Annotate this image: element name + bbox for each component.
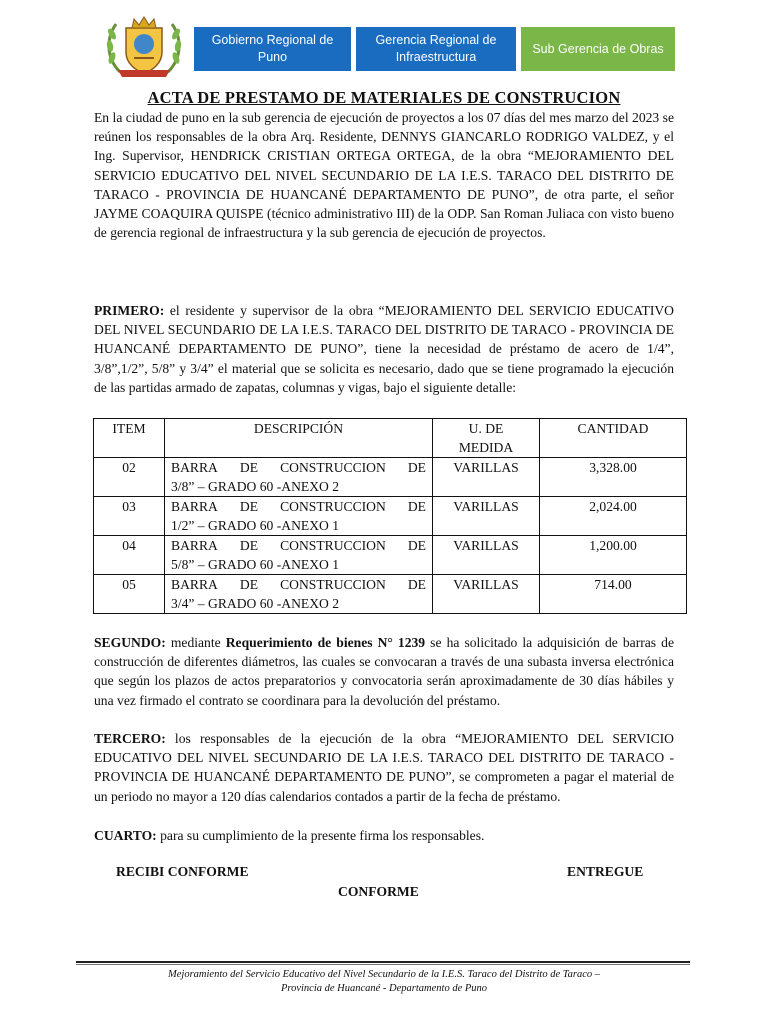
clause-segundo-text: se ha solicitado la adquisición de barras de construcción de diferentes diámetros, las cuales se convocaran a través de una subasta inversa electrónica que según los plazos de actos preparatorios y convocatoria serán aproximadamente de 30 días hábiles y una vez firmado el contrato se coordinara para la devolución del préstamo.: [94, 635, 674, 708]
desc-word: DE: [239, 460, 259, 475]
regional-government-seal-logo: [102, 14, 186, 80]
header-box-gerencia-regional: [356, 27, 516, 71]
header-quantity: CANTIDAD: [540, 419, 687, 458]
desc-line2: 3/4” – GRADO 60 -ANEXO 2: [171, 596, 340, 611]
desc-word: DE: [239, 577, 259, 592]
page-footer: [94, 968, 674, 996]
clause-segundo-label: SEGUNDO:: [94, 635, 166, 650]
header-box2-line2: Infraestructura: [395, 50, 477, 64]
footer-line1: Mejoramiento del Servicio Educativo del Nivel Secundario de la I.E.S. Taraco del Distrito de Taraco –: [168, 969, 600, 980]
header-box3-label: Sub Gerencia de Obras: [532, 41, 664, 56]
desc-word: CONSTRUCCION: [280, 460, 386, 475]
header-item: ITEM: [94, 419, 165, 458]
header-box-gobierno-regional: [194, 27, 351, 71]
table-row: [94, 458, 687, 497]
clause-cuarto-label: CUARTO:: [94, 828, 157, 843]
header-box1-line1: Gobierno Regional de: [211, 33, 334, 47]
document-title: ACTA DE PRESTAMO DE MATERIALES DE CONSTRUCION: [147, 88, 621, 107]
desc-line2: 5/8” – GRADO 60 -ANEXO 1: [171, 557, 340, 572]
header-box-sub-gerencia: [521, 27, 675, 71]
desc-word: BARRA: [171, 499, 218, 514]
row-item: 05: [94, 575, 165, 614]
header-unit-of-measure: [433, 419, 540, 458]
footer-divider-thin: [76, 964, 690, 965]
header-um-line2: MEDIDA: [458, 440, 514, 455]
header-um-line1: U. DE: [468, 421, 504, 436]
desc-word: DE: [407, 460, 426, 475]
footer-divider: [76, 961, 690, 963]
clause-primero: [94, 301, 674, 397]
table-row: [94, 497, 687, 536]
clause-primero-label: PRIMERO:: [94, 303, 165, 318]
footer-line2: Provincia de Huancané - Departamento de Puno: [280, 983, 488, 994]
desc-word: DE: [239, 499, 259, 514]
row-description: [165, 458, 433, 497]
desc-word: CONSTRUCCION: [280, 499, 386, 514]
desc-word: BARRA: [171, 538, 218, 553]
clause-segundo-pre: mediante: [165, 635, 226, 650]
clause-primero-text: el residente y supervisor de la obra “MEJORAMIENTO DEL SERVICIO EDUCATIVO DEL NIVEL SECUNDARIO DE LA I.E.S. TARACO DEL DISTRITO DE TARACO - PROVINCIA DE HUANCANÉ DEPARTAMENTO DE PUNO”, tiene la necesidad de préstamo de acero de 1/4”, 3/8”,1/2”, 5/8” y 3/4” el material que se solicita es necesario, dado que se tiene programado la ejecución de las partidas armado de zapatas, columnas y vigas, bajo el siguiente detalle:: [94, 303, 674, 395]
row-quantity: 3,328.00: [540, 458, 687, 497]
desc-line2: 3/8” – GRADO 60 -ANEXO 2: [171, 479, 340, 494]
clause-cuarto-text: para su cumplimiento de la presente firma los responsables.: [156, 828, 485, 843]
row-unit: VARILLAS: [433, 536, 540, 575]
clause-segundo-requirement: Requerimiento de bienes N° 1239: [225, 635, 426, 650]
row-description: [165, 497, 433, 536]
desc-line2: 1/2” – GRADO 60 -ANEXO 1: [171, 518, 340, 533]
signature-label-conforme: CONFORME: [338, 884, 419, 899]
desc-word: BARRA: [171, 577, 218, 592]
clause-segundo: [94, 633, 674, 710]
row-unit: VARILLAS: [433, 458, 540, 497]
row-quantity: 2,024.00: [540, 497, 687, 536]
desc-word: DE: [407, 499, 426, 514]
table-row: [94, 536, 687, 575]
row-unit: VARILLAS: [433, 575, 540, 614]
row-quantity: 714.00: [540, 575, 687, 614]
row-quantity: 1,200.00: [540, 536, 687, 575]
intro-paragraph: En la ciudad de puno en la sub gerencia de ejecución de proyectos a los 07 días del mes marzo del 2023 se reúnen los responsables de la obra Arq. Residente, DENNYS GIANCARLO RODRIGO VALDEZ, y el Ing. Supervisor, HENDRICK CRISTIAN ORTEGA ORTEGA, de la obra “MEJORAMIENTO DEL SERVICIO EDUCATIVO DEL NIVEL SECUNDARIO DE LA I.E.S. TARACO DEL DISTRITO DE TARACO - PROVINCIA DE HUANCANÉ DEPARTAMENTO DE PUNO”, de otra parte, el señor JAYME COAQUIRA QUISPE (técnico administrativo III) de la ODP. San Roman Juliaca con visto bueno de gerencia regional de infraestructura y la sub gerencia de ejecución de proyectos.: [94, 110, 674, 241]
table-header-row: [94, 419, 687, 458]
desc-word: DE: [239, 538, 259, 553]
signature-label-delivered: ENTREGUE: [567, 864, 644, 879]
header-box2-line1: Gerencia Regional de: [375, 33, 497, 47]
clause-tercero-label: TERCERO:: [94, 731, 166, 746]
row-description: [165, 575, 433, 614]
row-description: [165, 536, 433, 575]
desc-word: BARRA: [171, 460, 218, 475]
desc-word: CONSTRUCCION: [280, 577, 386, 592]
row-item: 04: [94, 536, 165, 575]
table-row: [94, 575, 687, 614]
clause-tercero: [94, 729, 674, 806]
materials-table: [93, 418, 687, 614]
desc-word: DE: [407, 538, 426, 553]
desc-word: DE: [407, 577, 426, 592]
signature-label-received: RECIBI CONFORME: [116, 864, 249, 879]
row-item: 03: [94, 497, 165, 536]
header-box1-line2: Puno: [257, 50, 288, 64]
row-unit: VARILLAS: [433, 497, 540, 536]
clause-tercero-text: los responsables de la ejecución de la obra “MEJORAMIENTO DEL SERVICIO EDUCATIVO DEL NIVEL SECUNDARIO DE LA I.E.S. TARACO DEL DISTRITO DE TARACO - PROVINCIA DE HUANCANÉ DEPARTAMENTO DE PUNO”, se comprometen a pagar el material de un periodo no mayor a 120 días calendarios contados a partir de la fecha de préstamo.: [94, 731, 674, 804]
row-item: 02: [94, 458, 165, 497]
desc-word: CONSTRUCCION: [280, 538, 386, 553]
clause-cuarto: [94, 826, 674, 845]
header-description: DESCRIPCIÓN: [165, 419, 433, 458]
